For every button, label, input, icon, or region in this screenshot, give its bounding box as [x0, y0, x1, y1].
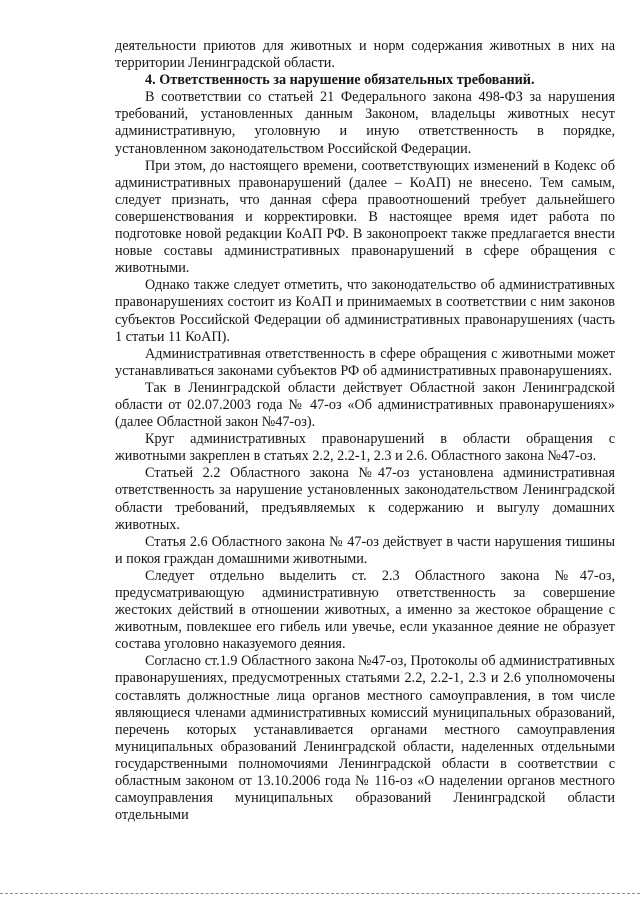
section-heading: 4. Ответственность за нарушение обязательных требований.	[145, 72, 535, 89]
body-paragraph: Так в Ленинградской области действует Областной закон Ленинградской области от 02.07.2003 года № 47-оз «Об административных правонарушениях» (далее Областной закон №47-оз).	[115, 379, 615, 431]
document-page	[115, 38, 615, 824]
body-paragraph: Следует отдельно выделить ст. 2.3 Областного закона №47-оз, предусматривающую административную ответственность за совершение жестоких действий в отношении животных, а именно за жестокое обращение с животным, повлекшее его гибель или увечье, если указанное деяние не образует состава уголовно наказуемого деяния.	[115, 567, 615, 653]
body-paragraph: Согласно ст.1.9 Областного закона №47-оз, Протоколы об административных правонарушениях, предусмотренных статьями 2.2, 2.2-1, 2.3 и 2.6 уполномочены составлять должностные лица органов местного самоуправления, в том числе являющиеся членами административных комиссий муниципальных образований, перечень которых устанавливается органами местного самоуправления муниципальных образований Ленинградской области, наделенных отдельными государственными полномочиями Ленинградской области в соответствии с областным законом от 13.10.2006 года № 116-оз «О наделении органов местного самоуправления муниципальных образований Ленинградской области отдельными	[115, 653, 615, 824]
body-paragraph: В соответствии со статьей 21 Федерального закона 498-ФЗ за нарушения требований, установленных данным Законом, владельцы животных несут административную, уголовную и иную ответственность в порядке, установленном законодательством Российской Федерации.	[115, 89, 615, 157]
body-paragraph: Административная ответственность в сфере обращения с животными может устанавливаться законами субъектов РФ об административных правонарушениях.	[115, 345, 615, 379]
page-bottom-rule	[0, 893, 640, 894]
continuation-paragraph: деятельности приютов для животных и норм содержания животных в них на территории Ленинградской области.	[115, 38, 615, 72]
body-paragraph: При этом, до настоящего времени, соответствующих изменений в Кодекс об административных правонарушений (далее – КоАП) не внесено. Тем самым, следует признать, что данная сфера правоотношений требует дальнейшего совершенствования и корректировки. В настоящее время идет работа по подготовке новой редакции КоАП РФ. В законопроект также предлагается внести новые составы административных правонарушений в сфере обращения с животными.	[115, 157, 615, 277]
body-paragraph: Круг административных правонарушений в области обращения с животными закреплен в статьях 2.2, 2.2-1, 2.3 и 2.6. Областного закона №47-оз.	[115, 431, 615, 465]
body-paragraph: Статья 2.6 Областного закона № 47-оз действует в части нарушения тишины и покоя граждан домашними животными.	[115, 533, 615, 567]
body-paragraph: Однако также следует отметить, что законодательство об административных правонарушениях состоит из КоАП и принимаемых в соответствии с ним законов субъектов Российской Федерации об административных правонарушениях (часть 1 статьи 11 КоАП).	[115, 277, 615, 345]
body-paragraph: Статьей 2.2 Областного закона №47-оз установлена административная ответственность за нарушение установленных законодательством Ленинградской области требований, предъявляемых к содержанию и выгулу домашних животных.	[115, 465, 615, 533]
